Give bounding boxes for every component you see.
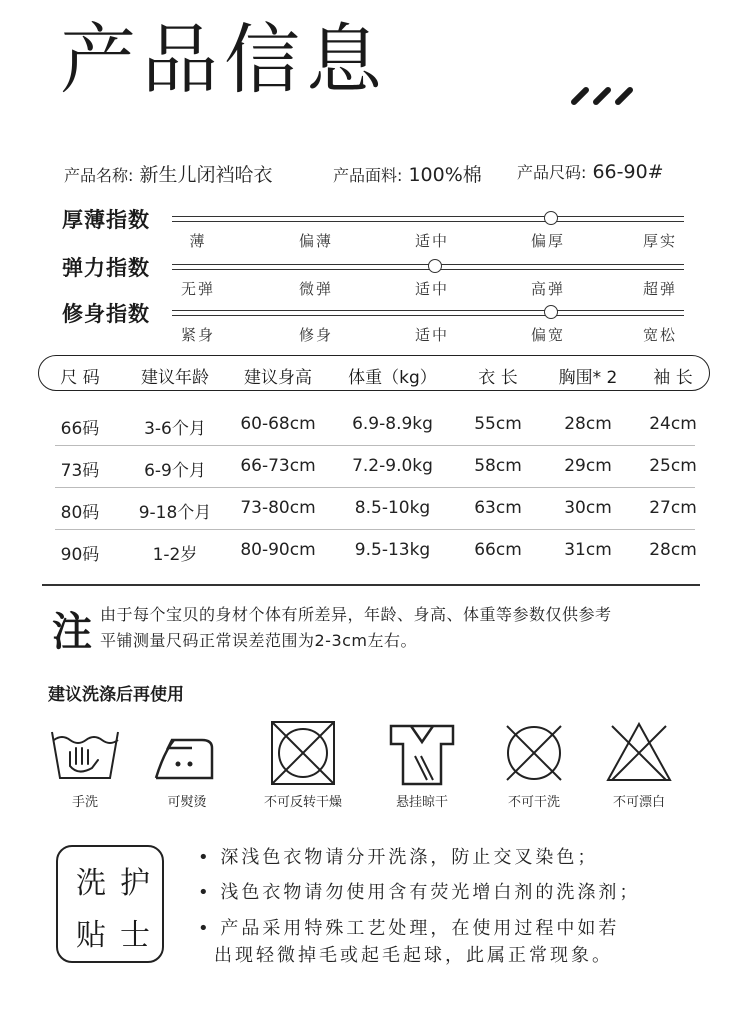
note-mark: 注 [52, 609, 92, 655]
product-name-label: 产品名称: [64, 166, 134, 185]
care-tip-2: • 浅色衣物请勿使用含有荧光增白剂的洗涤剂； [198, 882, 641, 903]
no-dry-clean-icon [497, 718, 571, 788]
wash-label-bleach: 不可漂白 [612, 795, 665, 810]
header-size: 尺 码 [60, 368, 100, 388]
table-cell: 31cm [564, 540, 612, 560]
table-cell: 73码 [60, 461, 100, 481]
table-cell: 73-80cm [240, 498, 316, 518]
index-name: 修身指数 [62, 302, 150, 326]
header-length: 衣 长 [478, 368, 518, 388]
index-marker [544, 211, 558, 225]
decorative-slashes-icon [570, 84, 640, 106]
table-cell: 25cm [649, 456, 697, 476]
table-cell: 6.9-8.9kg [352, 414, 433, 434]
header-age: 建议年龄 [141, 368, 209, 388]
index-level-label: 偏宽 [530, 326, 565, 344]
header-weight: 体重（kg） [348, 368, 437, 388]
wash-label-dryclean: 不可干洗 [507, 795, 560, 810]
table-cell: 66码 [60, 419, 100, 439]
row-divider [55, 529, 695, 530]
table-cell: 8.5-10kg [354, 498, 431, 518]
table-cell: 58cm [474, 456, 522, 476]
table-cell: 7.2-9.0kg [352, 456, 433, 476]
index-level-label: 薄 [189, 232, 207, 250]
table-cell: 30cm [564, 498, 612, 518]
table-cell: 66-73cm [240, 456, 316, 476]
wash-title: 建议洗涤后再使用 [48, 685, 184, 705]
table-cell: 80码 [60, 503, 100, 523]
note-line-1: 由于每个宝贝的身材个体有所差异，年龄、身高、体重等参数仅供参考 [100, 605, 612, 624]
table-cell: 6-9个月 [144, 461, 206, 481]
table-cell: 63cm [474, 498, 522, 518]
product-size [517, 160, 664, 183]
product-name [64, 160, 272, 187]
index-name: 弹力指数 [62, 256, 150, 280]
product-name-value: 新生儿闭裆哈衣 [139, 164, 273, 186]
index-level-label: 偏厚 [530, 232, 565, 250]
hand-wash-icon [48, 718, 122, 788]
header-sleeve: 袖 长 [653, 368, 693, 388]
index-marker [428, 259, 442, 273]
table-cell: 3-6个月 [144, 419, 206, 439]
table-cell: 1-2岁 [152, 545, 198, 565]
table-cell: 28cm [564, 414, 612, 434]
table-cell: 29cm [564, 456, 612, 476]
index-marker [544, 305, 558, 319]
care-tip-3: • 产品采用特殊工艺处理，在使用过程中如若 [198, 918, 620, 939]
care-title-line-2: 贴士 [76, 918, 164, 953]
index-level-label: 高弹 [530, 280, 565, 298]
index-level-label: 微弹 [298, 280, 333, 298]
table-cell: 27cm [649, 498, 697, 518]
hang-dry-icon [385, 718, 459, 788]
row-divider [55, 445, 695, 446]
table-cell: 9.5-13kg [354, 540, 431, 560]
index-level-label: 紧身 [180, 326, 215, 344]
index-level-label: 宽松 [642, 326, 677, 344]
note-line-2: 平铺测量尺码正常误差范围为2-3cm左右。 [100, 631, 418, 650]
table-cell: 60-68cm [240, 414, 316, 434]
table-cell: 24cm [649, 414, 697, 434]
table-cell: 66cm [474, 540, 522, 560]
table-cell: 9-18个月 [138, 503, 212, 523]
index-level-label: 适中 [414, 326, 449, 344]
wash-label-tumble: 不可反转干燥 [263, 795, 342, 810]
wash-label-hang: 悬挂晾干 [395, 795, 448, 810]
header-chest: 胸围* 2 [558, 368, 618, 388]
wash-label-iron: 可熨烫 [167, 795, 207, 810]
index-level-label: 适中 [414, 232, 449, 250]
header-height: 建议身高 [244, 368, 312, 388]
no-tumble-dry-icon [266, 718, 340, 788]
table-cell: 90码 [60, 545, 100, 565]
product-fabric [333, 160, 482, 187]
iron-icon [150, 718, 224, 788]
wash-label-hand: 手洗 [71, 795, 98, 810]
care-title-line-1: 洗护 [76, 866, 164, 901]
product-fabric-value: 100%棉 [408, 164, 482, 186]
product-fabric-label: 产品面料: [333, 166, 403, 185]
care-tip-1: • 深浅色衣物请分开洗涤，防止交叉染色； [198, 847, 599, 868]
no-bleach-icon [602, 718, 676, 788]
care-tip-3-continued: 出现轻微掉毛或起毛起球，此属正常现象。 [214, 945, 613, 966]
table-cell: 28cm [649, 540, 697, 560]
table-bottom-divider [42, 584, 700, 586]
product-size-label: 产品尺码: [517, 163, 587, 182]
index-level-label: 偏薄 [298, 232, 333, 250]
index-name: 厚薄指数 [62, 208, 150, 232]
table-cell: 80-90cm [240, 540, 316, 560]
row-divider [55, 487, 695, 488]
index-level-label: 修身 [298, 326, 333, 344]
index-track [172, 216, 684, 222]
index-level-label: 无弹 [180, 280, 215, 298]
page-title: 产品信息 [60, 15, 388, 104]
index-level-label: 适中 [414, 280, 449, 298]
product-size-value: 66-90# [592, 161, 664, 183]
index-level-label: 超弹 [642, 280, 677, 298]
index-level-label: 厚实 [642, 232, 677, 250]
table-cell: 55cm [474, 414, 522, 434]
index-track [172, 310, 684, 316]
